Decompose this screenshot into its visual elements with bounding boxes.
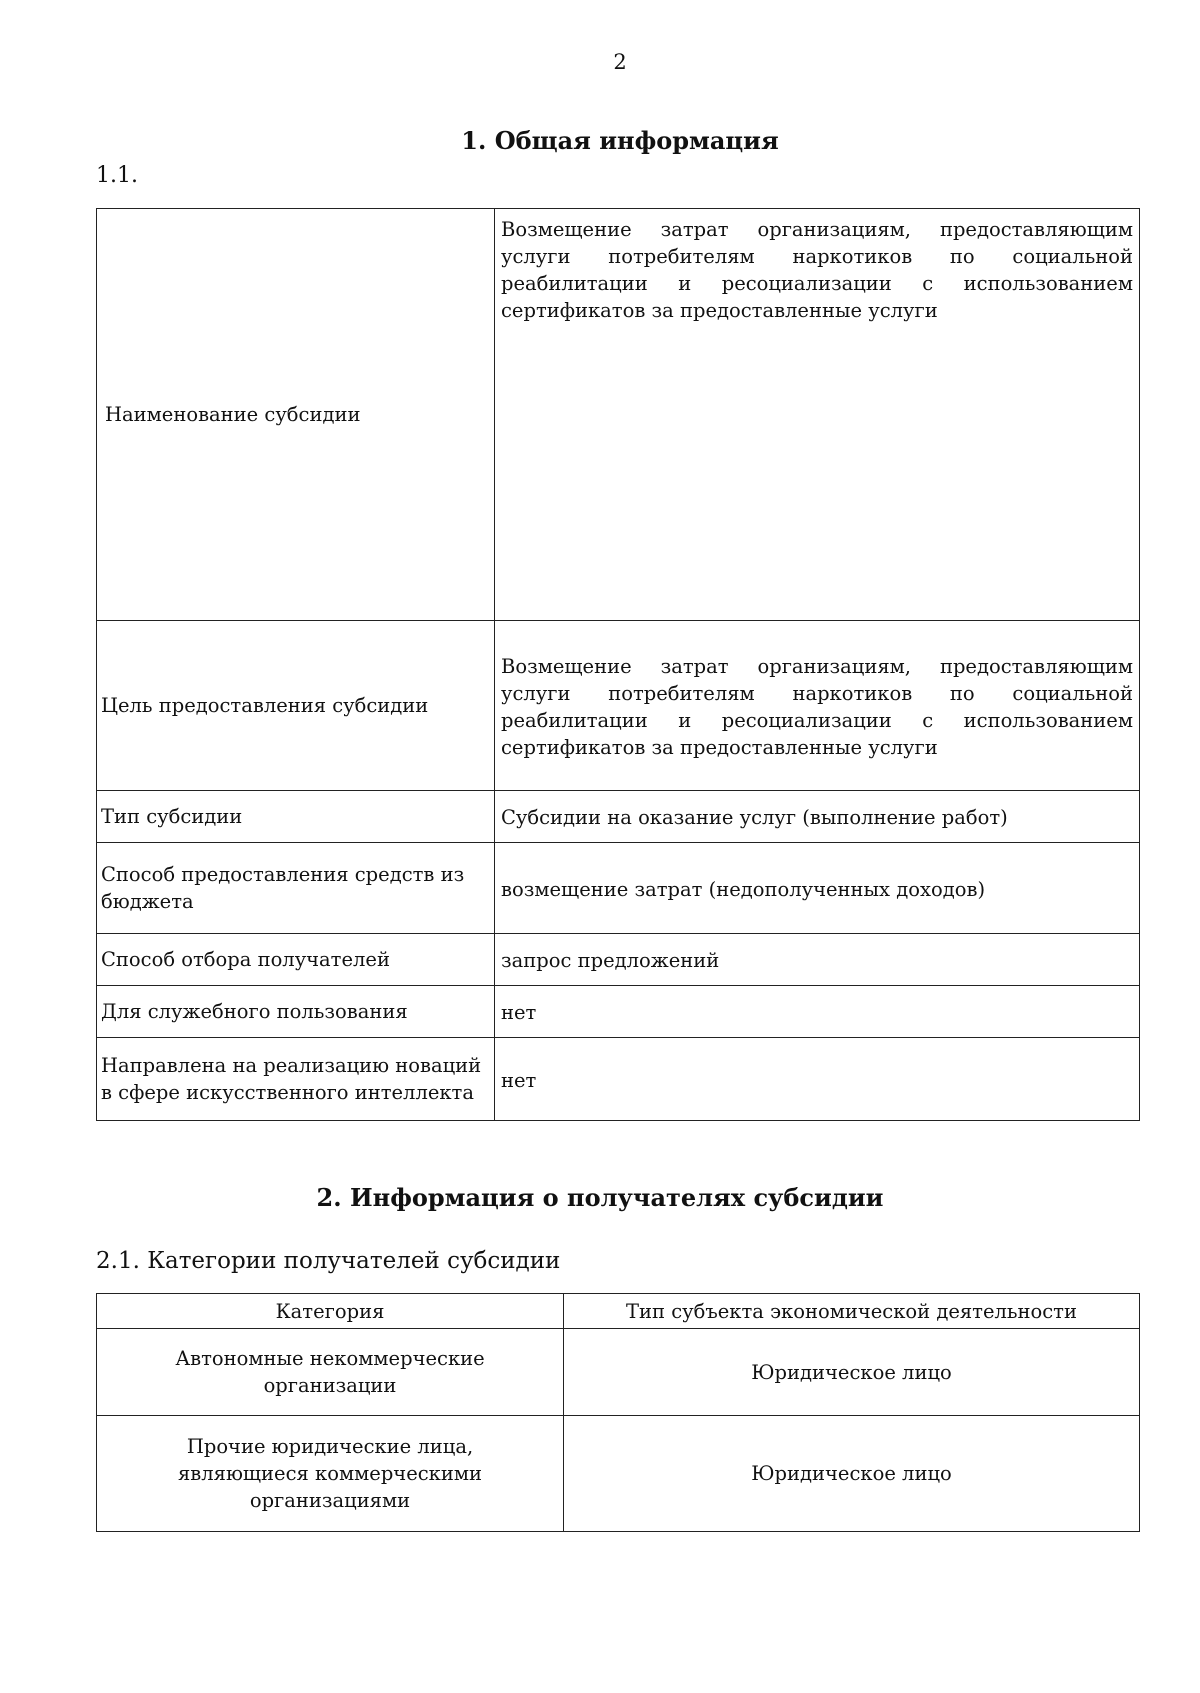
entity-type-cell: Юридическое лицо bbox=[564, 1329, 1140, 1416]
entity-type-cell: Юридическое лицо bbox=[564, 1416, 1140, 1532]
row-value: нет bbox=[495, 1038, 1140, 1121]
row-label: Для служебного пользования bbox=[97, 986, 495, 1038]
subsection-1-1-number: 1.1. bbox=[96, 163, 138, 188]
row-value: Возмещение затрат организациям, предоставляющим услуги потребителям наркотиков по социальной реабилитации и ресоциализации с использованием сертификатов за предоставленные услуги bbox=[495, 621, 1140, 791]
row-value: возмещение затрат (недополученных доходов) bbox=[495, 843, 1140, 934]
recipient-categories-table bbox=[96, 1293, 1140, 1532]
column-header-entity-type: Тип субъекта экономической деятельности bbox=[564, 1294, 1140, 1329]
general-info-table bbox=[96, 208, 1140, 1121]
table-row bbox=[97, 1329, 1140, 1416]
page-number: 2 bbox=[613, 50, 627, 74]
table-row bbox=[97, 1038, 1140, 1121]
section-2-title: 2. Информация о получателях субсидии bbox=[316, 1183, 884, 1212]
table-row bbox=[97, 934, 1140, 986]
table-header-row bbox=[97, 1294, 1140, 1329]
table-row bbox=[97, 1416, 1140, 1532]
row-value: Субсидии на оказание услуг (выполнение работ) bbox=[495, 791, 1140, 843]
row-label: Цель предоставления субсидии bbox=[97, 621, 495, 791]
table-row bbox=[97, 986, 1140, 1038]
table-row bbox=[97, 209, 1140, 621]
table-row bbox=[97, 843, 1140, 934]
table-row bbox=[97, 791, 1140, 843]
subsection-2-1-title: 2.1. Категории получателей субсидии bbox=[96, 1248, 561, 1274]
column-header-category: Категория bbox=[97, 1294, 564, 1329]
row-label: Направлена на реализацию новаций в сфере искусственного интеллекта bbox=[97, 1038, 495, 1121]
row-value: запрос предложений bbox=[495, 934, 1140, 986]
row-label: Способ предоставления средств из бюджета bbox=[97, 843, 495, 934]
table-row bbox=[97, 621, 1140, 791]
row-label: Наименование субсидии bbox=[97, 209, 495, 621]
row-value: Возмещение затрат организациям, предоставляющим услуги потребителям наркотиков по социальной реабилитации и ресоциализации с использованием сертификатов за предоставленные услуги bbox=[495, 209, 1140, 621]
row-value: нет bbox=[495, 986, 1140, 1038]
row-label: Тип субсидии bbox=[97, 791, 495, 843]
section-1-title: 1. Общая информация bbox=[461, 126, 779, 155]
category-cell: Прочие юридические лица, являющиеся коммерческими организациями bbox=[97, 1416, 564, 1532]
row-label: Способ отбора получателей bbox=[97, 934, 495, 986]
category-cell: Автономные некоммерческие организации bbox=[97, 1329, 564, 1416]
